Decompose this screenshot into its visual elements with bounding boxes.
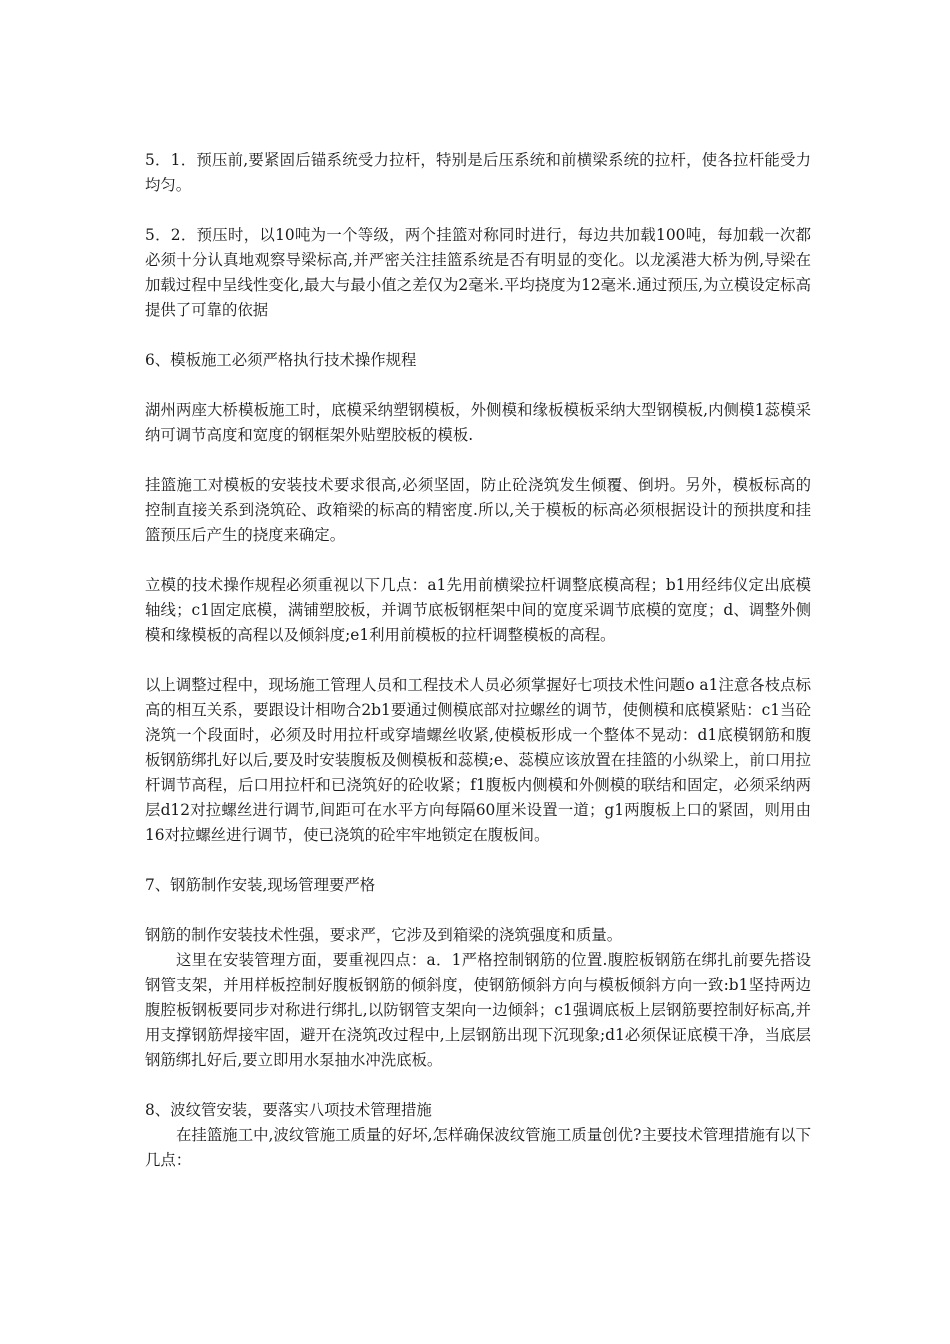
heading-section-7: 7、钢筋制作安装,现场管理要严格: [145, 876, 376, 894]
paragraph-5-1-preload: 5．1．预压前,要紧固后锚系统受力拉杆，特别是后压系统和前横梁系统的拉杆，使各拉杆能受力均匀。: [145, 151, 811, 194]
document-body: [145, 148, 811, 1198]
heading-section-6: 6、模板施工必须严格执行技术操作规程: [145, 351, 417, 369]
paragraph-rebar-four-points: 这里在安装管理方面，要重视四点：a．1严格控制钢筋的位置.腹腔板钢筋在绑扎前要先搭设钢管支架，并用样板控制好腹板钢筋的倾斜度，使钢筋倾斜方向与模板倾斜方向一致:b1坚持两边腹腔板钢板要同步对称进行绑扎,以防钢管支架向一边倾斜；c1强调底板上层钢筋要控制好标高,并用支撑钢筋焊接牢固，避开在浇筑改过程中,上层钢筋出现下沉现象;d1必须保证底模干净，当底层钢筋绑扎好后,要立即用水泵抽水冲洗底板。: [145, 951, 811, 1069]
paragraph-formwork-materials: 湖州两座大桥模板施工时，底模采纳塑钢模板，外侧模和缘板模板采纳大型钢模板,内侧模1蕊模采纳可调节高度和宽度的钢框架外贴塑胶板的模板.: [145, 401, 811, 444]
paragraph-adjustment-issues: 以上调整过程中，现场施工管理人员和工程技术人员必须掌握好七项技术性问题o a1注意各枝点标高的相互关系，要跟设计相吻合2b1要通过侧模底部对拉螺丝的调节，使侧模和底模紧贴：c1当砼浇筑一个段面时，必须及时用拉杆或穿墙螺丝收紧,使模板形成一个整体不晃动：d1底模钢筋和腹板钢筋绑扎好以后,要及时安装腹板及侧模板和蕊模;e、蕊模应该放置在挂篮的小纵梁上，前口用拉杆调节高程，后口用拉杆和已浇筑好的砼收紧；f1腹板内侧模和外侧模的联结和固定，必须采纳两层d12对拉螺丝进行调节,间距可在水平方向每隔60厘米设置一道；g1两腹板上口的紧固，则用由16对拉螺丝进行调节，使已浇筑的砼牢牢地锁定在腹板间。: [145, 676, 811, 844]
paragraph-duct-intro: 在挂篮施工中,波纹管施工质量的好坏,怎样确保波纹管施工质量创优?主要技术管理措施有以下几点：: [145, 1126, 811, 1169]
paragraph-rebar-intro: 钢筋的制作安装技术性强，要求严，它涉及到箱梁的浇筑强度和质量。: [145, 926, 623, 944]
paragraph-5-2-preload: 5．2．预压时，以10吨为一个等级，两个挂篮对称同时进行，每边共加载100吨，每加载一次都必须十分认真地观察导梁标高,并严密关注挂篮系统是否有明显的变化。以龙溪港大桥为例,导梁在加载过程中呈线性变化,最大与最小值之差仅为2毫米.平均挠度为12毫米.通过预压,为立模设定标高提供了可靠的依据: [145, 226, 811, 319]
heading-section-8: 8、波纹管安装，要落实八项技术管理措施: [145, 1101, 432, 1119]
paragraph-formwork-requirements: 挂篮施工对模板的安装技术要求很高,必须坚固，防止砼浇筑发生倾覆、倒坍。另外，模板标高的控制直接关系到浇筑砼、政箱梁的标高的精密度.所以,关于模板的标高必须根据设计的预拱度和挂篮预压后产生的挠度来确定。: [145, 476, 811, 544]
paragraph-formwork-procedure: 立模的技术操作规程必须重视以下几点：a1先用前横梁拉杆调整底模高程；b1用经纬仪定出底模轴线；c1固定底模，满铺塑胶板，并调节底板钢框架中间的宽度采调节底模的宽度；d、调整外侧模和缘模板的高程以及倾斜度;e1利用前模板的拉杆调整模板的高程。: [145, 576, 811, 644]
